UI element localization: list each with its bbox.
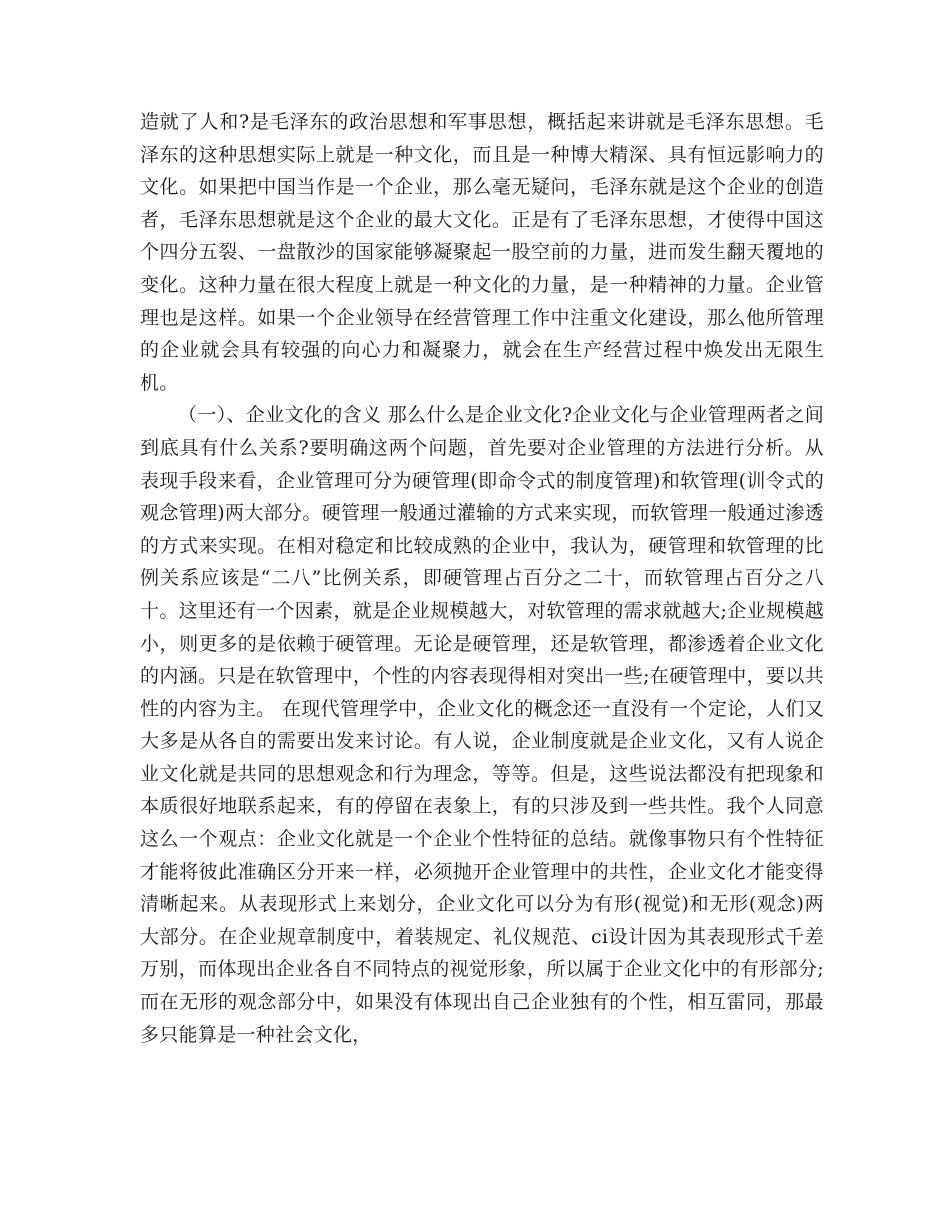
body-paragraph-1: 造就了人和?是毛泽东的政治思想和军事思想，概括起来讲就是毛泽东思想。毛泽东的这种思想实际上就是一种文化，而且是一种博大精深、具有恒远影响力的文化。如果把中国当作是一个企业，那么毫无疑问，毛泽东就是这个企业的创造者，毛泽东思想就是这个企业的最大文化。正是有了毛泽东思想，才使得中国这个四分五裂、一盘散沙的国家能够凝聚起一股空前的力量，进而发生翻天覆地的变化。这种力量在很大程度上就是一种文化的力量，是一种精神的力量。企业管理也是这样。如果一个企业领导在经营管理工作中注重文化建设，那么他所管理的企业就会具有较强的向心力和凝聚力，就会在生产经营过程中焕发出无限生机。 [140,111,824,394]
body-paragraph-2: （一）、企业文化的含义 那么什么是企业文化?企业文化与企业管理两者之间到底具有什么关系?要明确这两个问题，首先要对企业管理的方法进行分析。从表现手段来看，企业管理可分为硬管理(即命令式的制度管理)和软管理(训令式的观念管理)两大部分。硬管理一般通过灌输的方式来实现，而软管理一般通过渗透的方式来实现。在相对稳定和比较成熟的企业中，我认为，硬管理和软管理的比例关系应该是“二八”比例关系，即硬管理占百分之二十，而软管理占百分之八十。这里还有一个因素，就是企业规模越大，对软管理的需求就越大;企业规模越小，则更多的是依赖于硬管理。无论是硬管理，还是软管理，都渗透着企业文化的内涵。只是在软管理中，个性的内容表现得相对突出一些;在硬管理中，要以共性的内容为主。 在现代管理学中，企业文化的概念还一直没有一个定论，人们又大多是从各自的需要出发来讨论。有人说，企业制度就是企业文化，又有人说企业文化就是共同的思想观念和行为理念，等等。但是，这些说法都没有把现象和本质很好地联系起来，有的停留在表象上，有的只涉及到一些共性。我个人同意这么一个观点：企业文化就是一个企业个性特征的总结。就像事物只有个性特征才能将彼此准确区分开来一样，必须抛开企业管理中的共性，企业文化才能变得清晰起来。从表现形式上来划分，企业文化可以分为有形(视觉)和无形(观念)两大部分。在企业规章制度中，着装规定、礼仪规范、ci设计因为其表现形式千差万别，而体现出企业各自不同特点的视觉形象，所以属于企业文化中的有形部分;而在无形的观念部分中，如果没有体现出自己企业独有的个性，相互雷同，那最多只能算是一种社会文化， [140,404,824,1046]
